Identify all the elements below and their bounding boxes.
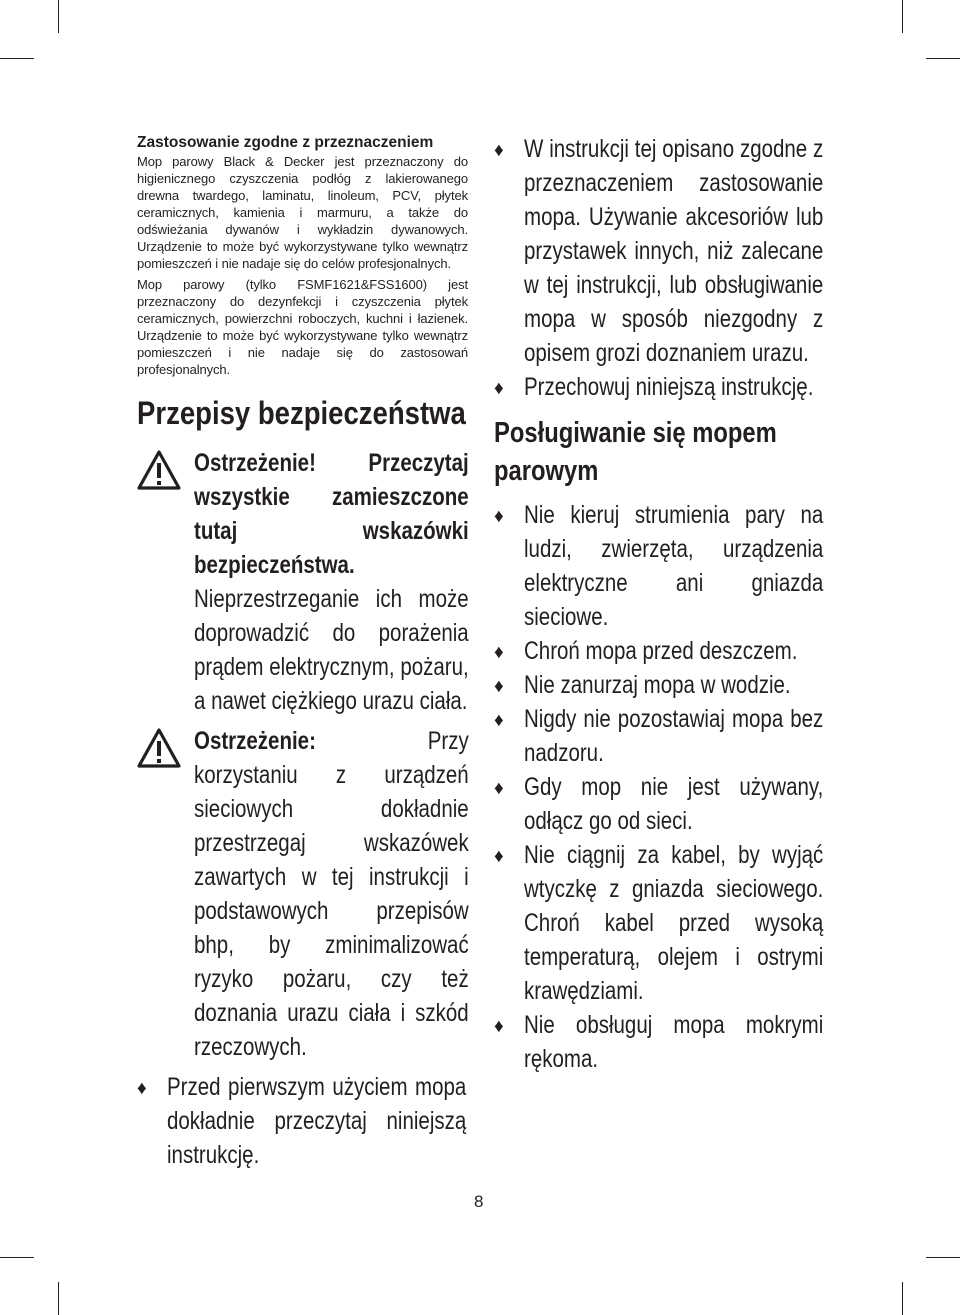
warning-label: Ostrzeżenie! — [194, 449, 316, 477]
warning-text — [194, 724, 469, 1064]
diamond-bullet-icon: ♦ — [494, 506, 504, 527]
intended-use-paragraph: Mop parowy (tylko FSMF1621&FSS1600) jest przeznaczony do dezynfekcji i czyszczenia płytek ceramicznych, powierzchni roboczych, kuchni i łazienek. Urządzenie to może być wykorzystywane tylko wewnątrz pomieszczeń i nie nadaje się do zastosowań profesjonalnych. — [137, 277, 468, 377]
intended-use-text — [137, 153, 468, 378]
warning-text — [194, 446, 469, 718]
list-item — [494, 498, 830, 634]
warning-block — [137, 446, 468, 718]
safety-bullet-list — [137, 1070, 468, 1172]
right-column — [494, 132, 830, 1076]
list-item — [494, 702, 830, 770]
crop-mark — [902, 1282, 903, 1315]
list-item — [494, 634, 830, 668]
warning-label: Ostrzeżenie: — [194, 727, 316, 755]
usage-bullet-list — [494, 498, 830, 1076]
list-item — [494, 668, 830, 702]
diamond-bullet-icon: ♦ — [494, 846, 504, 867]
diamond-bullet-icon: ♦ — [494, 676, 504, 697]
list-item-text: Chroń mopa przed deszczem. — [524, 637, 798, 665]
general-bullet-list — [494, 132, 830, 404]
list-item — [494, 770, 830, 838]
list-item-text: Nie obsługuj mopa mokrymi rękoma. — [524, 1011, 824, 1073]
diamond-bullet-icon: ♦ — [494, 140, 504, 161]
list-item — [494, 838, 830, 1008]
list-item — [494, 370, 830, 404]
warning-triangle-icon — [137, 450, 181, 490]
crop-mark — [0, 1257, 34, 1258]
list-item — [137, 1070, 468, 1172]
crop-mark — [58, 1282, 59, 1315]
crop-mark — [926, 1257, 960, 1258]
diamond-bullet-icon: ♦ — [494, 378, 504, 399]
safety-title: Przepisy bezpieczeństwa — [137, 395, 466, 431]
intended-use-heading: Zastosowanie zgodne z przeznaczeniem — [137, 134, 434, 151]
diamond-bullet-icon: ♦ — [494, 1016, 504, 1037]
list-item-text: Nie ciągnij za kabel, by wyjąć wtyczkę z gniazda sieciowego. Chroń kabel przed wysoką temperaturą, olejem i ostrymi krawędziami. — [524, 841, 824, 1005]
crop-mark — [58, 0, 59, 33]
list-item-text: Nie kieruj strumienia pary na ludzi, zwierzęta, urządzenia elektryczne ani gniazda sieciowe. — [524, 501, 824, 631]
diamond-bullet-icon: ♦ — [137, 1078, 147, 1099]
crop-mark — [902, 0, 903, 33]
warning-bold-text: Przeczytaj wszystkie zamieszczone tutaj wskazówki bezpieczeństwa. — [194, 449, 469, 579]
usage-heading: Posługiwanie się mopem parowym — [494, 417, 777, 487]
list-item — [494, 132, 830, 370]
intended-use-paragraph: Mop parowy Black & Decker jest przeznaczony do higienicznego czyszczenia podłóg z lakierowanego drewna twardego, laminatu, linoleum, PCV, płytek ceramicznych, kamienia i marmuru, a także do odświeżania dywanów i wykładzin dywanowych. Urządzenie to może być wykorzystywane tylko wewnątrz pomieszczeń i nie nadaje się do celów profesjonalnych. — [137, 154, 468, 271]
warning-block — [137, 724, 468, 1064]
warning-body: Przy korzystaniu z urządzeń sieciowych dokładnie przestrzegaj wskazówek zawartych w tej instrukcji i podstawowych przepisów bhp, by zminimalizować ryzyko pożaru, czy też doznania urazu ciała i szkód rzeczowych. — [194, 727, 469, 1061]
list-item-text: W instrukcji tej opisano zgodne z przeznaczeniem zastosowanie mopa. Używanie akcesoriów lub przystawek innych, niż zalecane w tej instrukcji, lub obsługiwanie mopa w sposób niezgodny z opisem grozi doznaniem urazu. — [524, 135, 824, 367]
list-item-text: Przechowuj niniejszą instrukcję. — [524, 373, 814, 401]
warning-body: Nieprzestrzeganie ich może doprowadzić do porażenia prądem elektrycznym, pożaru, a nawet ciężkiego urazu ciała. — [194, 585, 469, 715]
crop-mark — [0, 58, 34, 59]
left-column — [137, 132, 468, 1172]
list-item-text: Nie zanurzaj mopa w wodzie. — [524, 671, 791, 699]
list-item — [494, 1008, 830, 1076]
diamond-bullet-icon: ♦ — [494, 710, 504, 731]
warning-triangle-icon — [137, 728, 181, 768]
list-item-text: Przed pierwszym użyciem mopa dokładnie przeczytaj niniejszą instrukcję. — [167, 1073, 467, 1169]
list-item-text: Gdy mop nie jest używany, odłącz go od sieci. — [524, 773, 824, 835]
diamond-bullet-icon: ♦ — [494, 642, 504, 663]
crop-mark — [926, 58, 960, 59]
diamond-bullet-icon: ♦ — [494, 778, 504, 799]
list-item-text: Nigdy nie pozostawiaj mopa bez nadzoru. — [524, 705, 824, 767]
page-number: 8 — [474, 1192, 484, 1211]
